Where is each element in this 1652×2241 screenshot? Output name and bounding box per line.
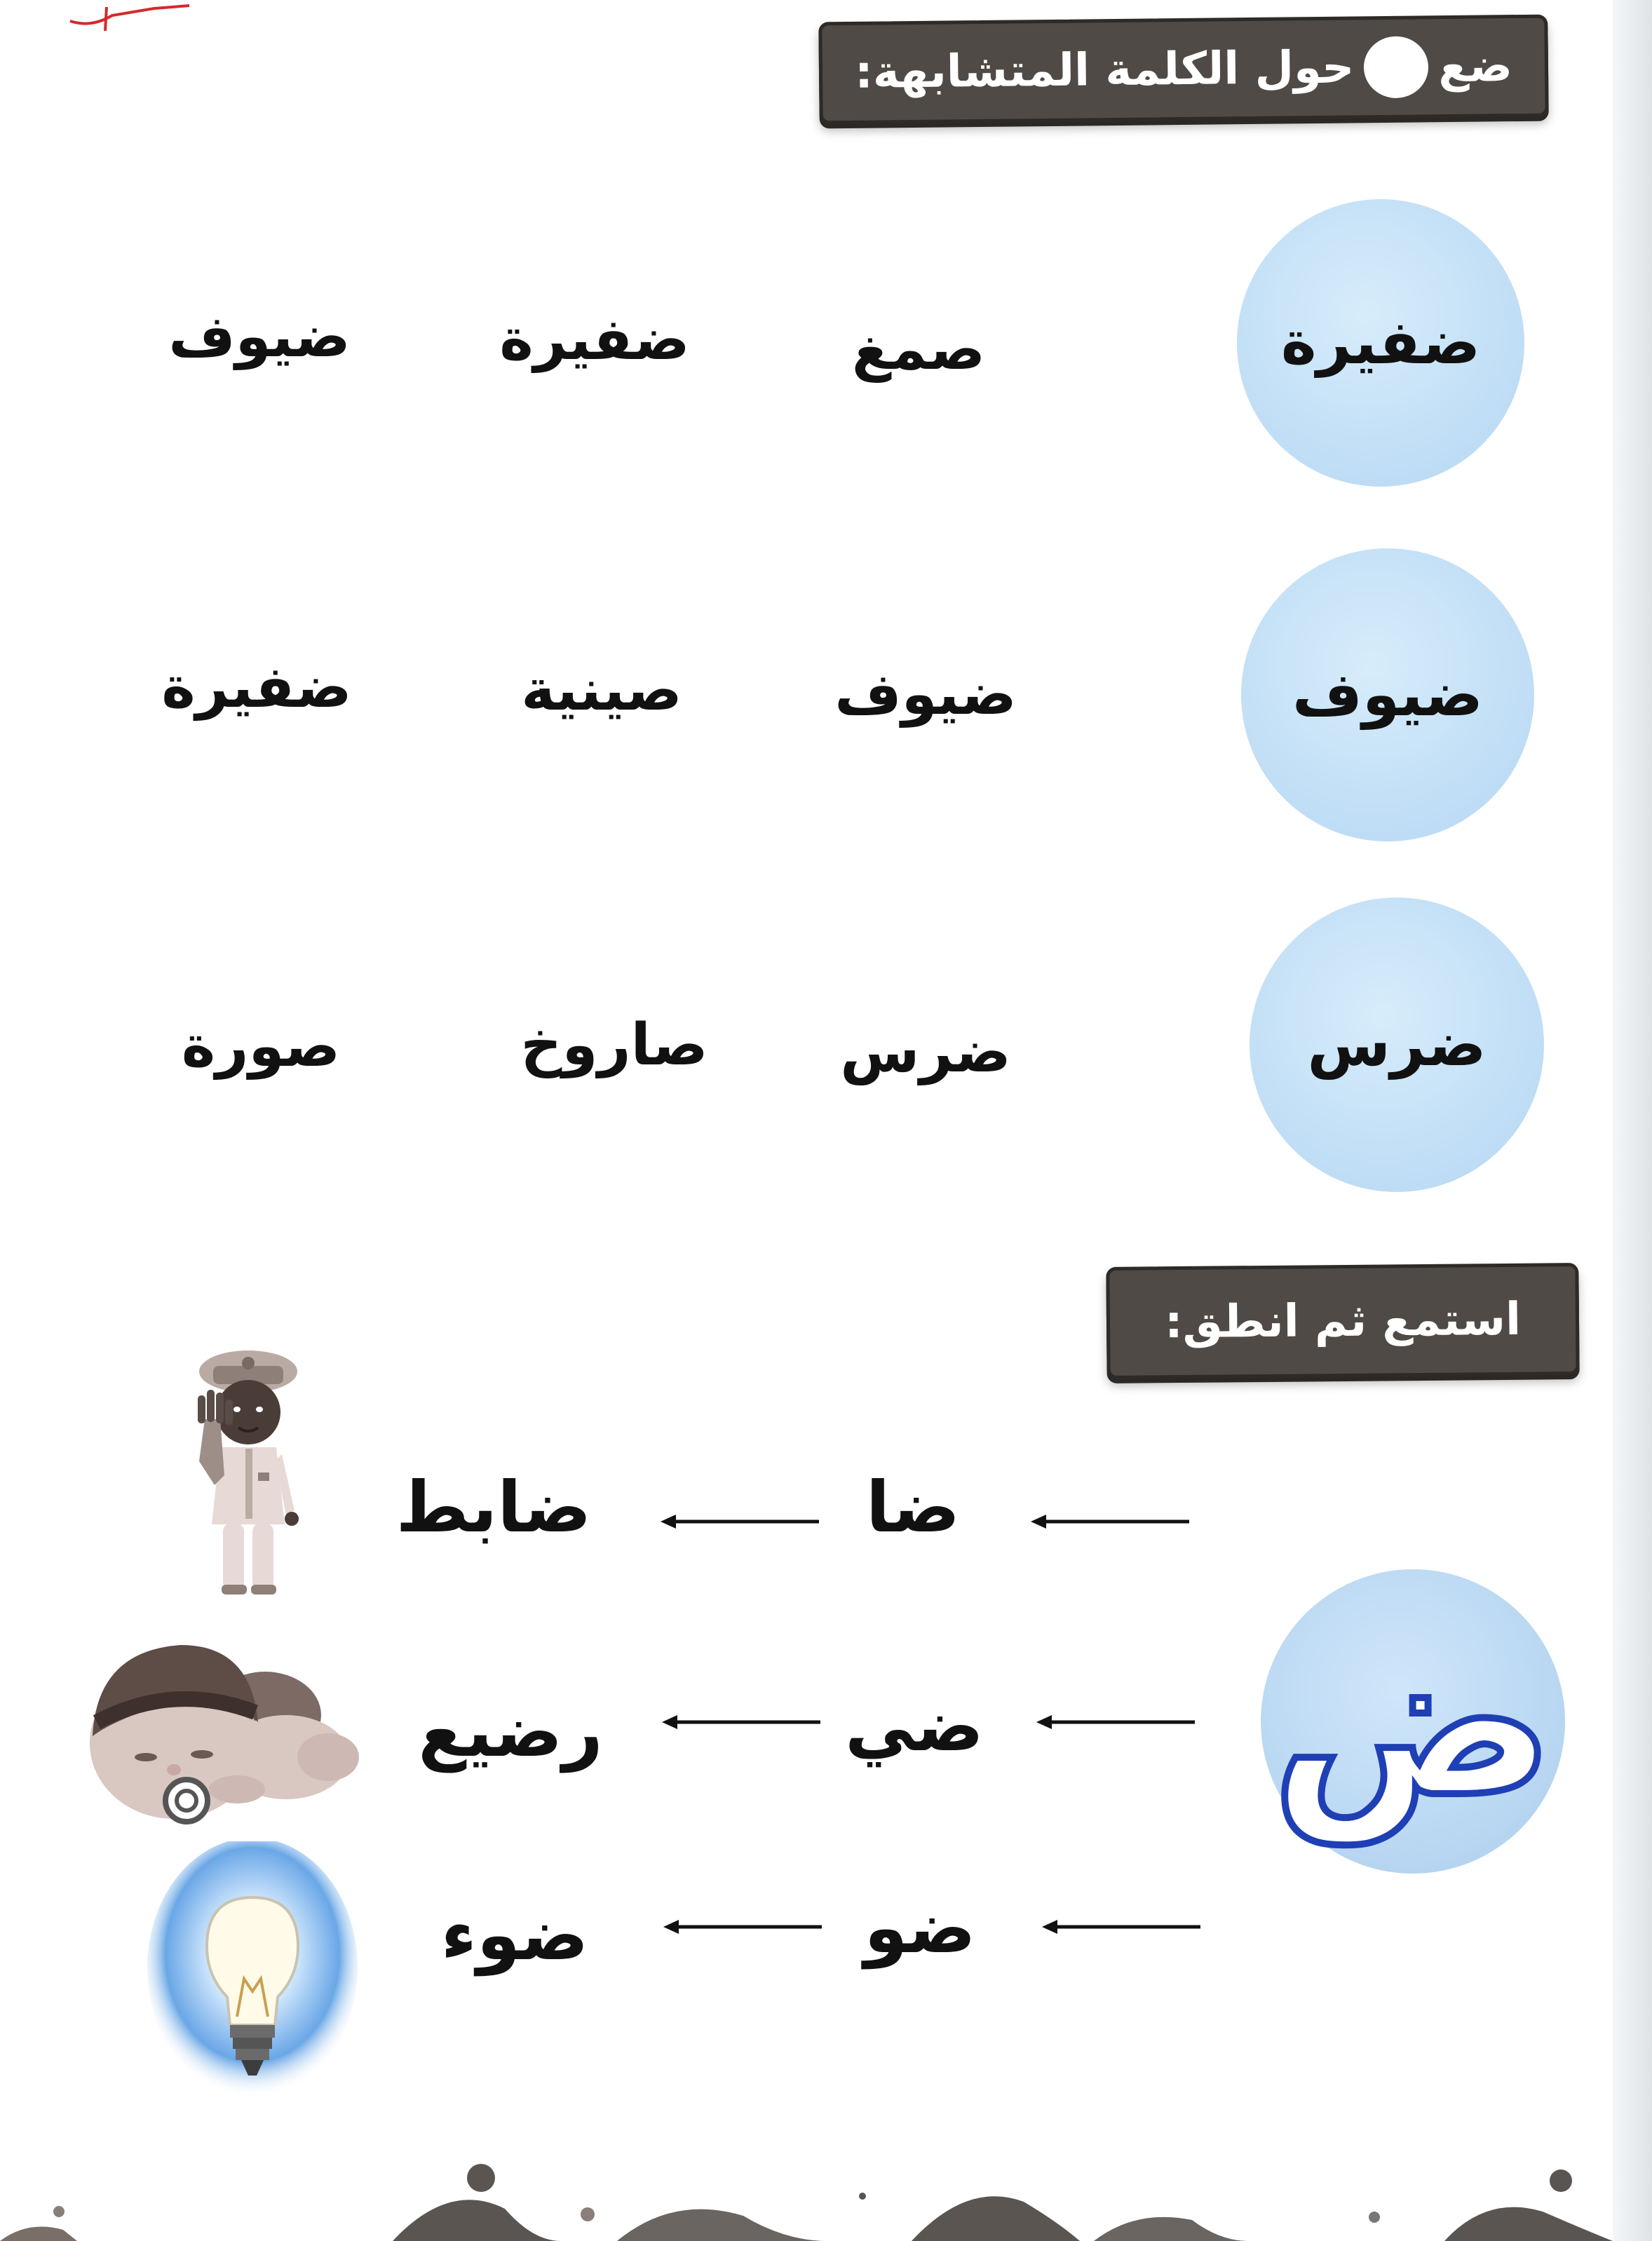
arrow-left-icon [1036, 1707, 1198, 1738]
sleeping-baby-icon [69, 1617, 363, 1827]
spoken-word: ضابط [395, 1466, 592, 1548]
target-word: ضفيرة [1280, 308, 1481, 378]
option-word[interactable]: ضرس [840, 1019, 1011, 1085]
arrow-left-icon [663, 1911, 825, 1942]
police-officer-icon [184, 1335, 313, 1602]
target-word: ضرس [1307, 1010, 1487, 1080]
target-word: ضيوف [1292, 660, 1484, 730]
instruction-text-after: حول الكلمة المتشابهة: [854, 41, 1355, 99]
instruction-banner-circle [818, 15, 1548, 125]
instruction-banner-listen [1106, 1263, 1579, 1379]
instruction-text-before: ضع [1437, 40, 1513, 93]
bottom-decoration [0, 2153, 1652, 2241]
spoken-word: ضوء [440, 1894, 589, 1976]
arrow-left-icon [1031, 1506, 1192, 1537]
option-word[interactable]: صاروخ [520, 1012, 708, 1078]
arrow-left-icon [1042, 1911, 1203, 1942]
target-word-circle [1250, 898, 1544, 1192]
option-word[interactable]: ضفيرة [499, 306, 690, 373]
arrow-left-icon [662, 1707, 823, 1738]
syllable: ضا [865, 1466, 961, 1548]
option-word[interactable]: صمغ [851, 316, 986, 383]
option-word[interactable]: صورة [181, 1013, 341, 1080]
option-word[interactable]: ضيوف [834, 661, 1017, 728]
option-word[interactable]: ضيوف [168, 304, 351, 370]
letter-dad: ض [1271, 1599, 1555, 1843]
arrow-left-icon [661, 1506, 822, 1537]
instruction-listen-text: استمع ثم انطق: [1164, 1293, 1522, 1349]
option-word[interactable]: ضفيرة [161, 654, 352, 721]
letter-circle [1261, 1569, 1565, 1874]
target-word-circle [1237, 199, 1524, 487]
page-edge-shadow [1613, 0, 1652, 2241]
spoken-word: رضيع [418, 1691, 603, 1773]
syllable: ضو [864, 1887, 976, 1969]
syllable: ضي [845, 1685, 984, 1767]
option-word[interactable]: صينية [521, 657, 682, 724]
circle-icon [1364, 36, 1429, 98]
target-word-circle [1241, 548, 1534, 841]
red-pen-mark [63, 0, 203, 35]
light-bulb-icon [147, 1841, 358, 2108]
